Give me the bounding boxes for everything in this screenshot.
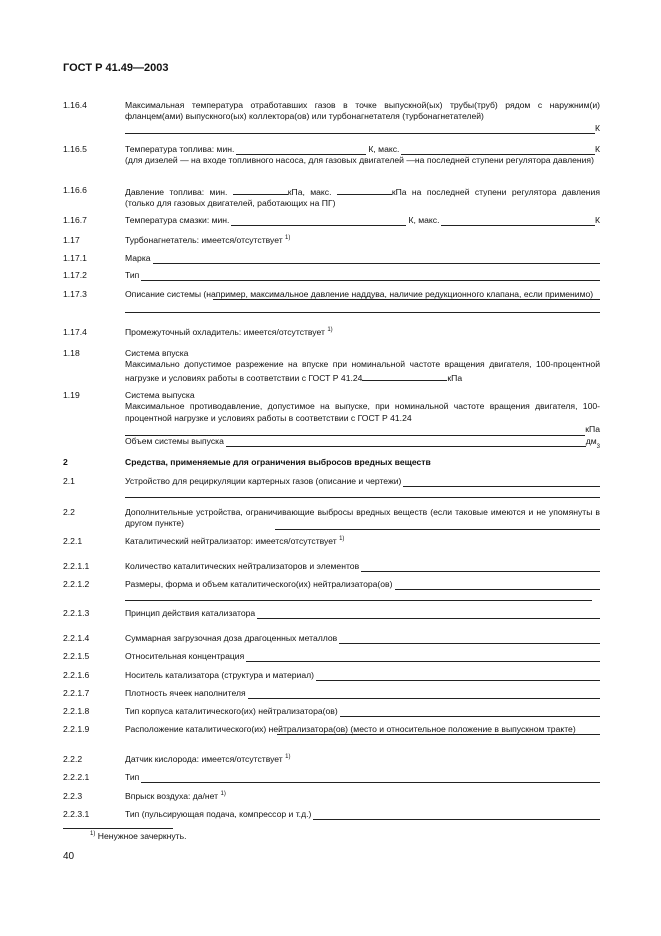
item-1-16-6: 1.16.6 Давление топлива: мин. кПа, макс. кПа на последней ступени регулятора давления (только для газовых двигателей, работающих на ПГ)	[63, 185, 600, 209]
item-2-2-1: 2.2.1 Каталитический нейтрализатор: имеется/отсутствует $^{1)}$	[63, 536, 345, 546]
item-2-2-1-4: 2.2.1.4 Суммарная загрузочная доза драгоценных металлов	[63, 633, 600, 644]
item-2-2-1-6: 2.2.1.6 Носитель катализатора (структура и материал)	[63, 670, 600, 681]
item-2-2-3-1: 2.2.3.1 Тип (пульсирующая подача, компрессор и т.д.)	[63, 809, 600, 820]
page-number: 40	[63, 851, 75, 862]
item-1-16-5: 1.16.5 Температура топлива: мин. К, макс. К (для дизелей — на входе топливного насоса, для газовых двигателей —на последней ступени регулятора давления)	[63, 144, 600, 166]
item-2-2-1-1: 2.2.1.1 Количество каталитических нейтрализаторов и элементов	[63, 561, 600, 572]
item-1-19: 1.19 Система выпуска Максимальное противодавление, допустимое на выпуске, при номинальной частоте вращения двигателя, 100-процентной нагрузке и условиях работы в соответствии с ГОСТ Р 41.24 кПа Объем системы выпуска дм 3	[63, 390, 600, 451]
item-1-17: 1.17 Турбонагнетатель: имеется/отсутствует $^{1)}$	[63, 235, 291, 245]
item-text: Максимальная температура отработавших газов в точке выпускной(ых) трубы(труб) рядом с наружним(и) фланцем(ами) выпускного(ых) коллектора(ов) или турбонагнетателя (турбонагнетателей)	[125, 100, 600, 122]
item-2-2-3: 2.2.3 Впрыск воздуха: да/нет $^{1)}$	[63, 791, 226, 801]
item-1-18: 1.18 Система впуска Максимально допустимое разрежение на впуске при номинальной частоте вращения двигателя, 100-процентной нагрузке и условиях работы в соответствии с ГОСТ Р 41.24 кПа	[63, 348, 600, 383]
item-2-2-1-9: 2.2.1.9 Расположение каталитического(их) нейтрализатора(ов) (место и относительное положение в выпускном тракте)	[63, 724, 600, 735]
item-1-16-7: 1.16.7 Температура смазки: мин. К, макс. К	[63, 215, 600, 225]
item-1-17-1: 1.17.1 Марка	[63, 253, 600, 264]
section-2-heading: 2 Средства, применяемые для ограничения выбросов вредных веществ	[63, 457, 431, 467]
item-2-2-1-2: 2.2.1.2 Размеры, форма и объем каталитического(их) нейтрализатора(ов)	[63, 579, 600, 601]
footnote-separator	[63, 828, 173, 829]
item-2-1: 2.1 Устройство для рециркуляции картерных газов (описание и чертежи)	[63, 476, 600, 498]
item-1-16-4: 1.16.4 Максимальная температура отработавших газов в точке выпускной(ых) трубы(труб) рядом с наружним(и) фланцем(ами) выпускного(ых) коллектора(ов) или турбонагнетателя (турбонагнетателей) К	[63, 100, 600, 133]
item-1-17-4: 1.17.4 Промежуточный охладитель: имеется/отсутствует $^{1)}$	[63, 327, 333, 337]
item-2-2: 2.2 Дополнительные устройства, ограничивающие выбросы вредных веществ (если таковые имеются и не упомянуты в другом пункте)	[63, 507, 600, 529]
item-1-17-3: 1.17.3 Описание системы (например, максимальное давление наддува, наличие редукционного клапана, если применимо)	[63, 289, 600, 313]
item-1-17-2: 1.17.2 Тип	[63, 270, 600, 281]
item-2-2-1-3: 2.2.1.3 Принцип действия катализатора	[63, 608, 600, 619]
item-2-2-2-1: 2.2.2.1 Тип	[63, 772, 600, 783]
document-header: ГОСТ Р 41.49—2003	[63, 62, 169, 74]
item-2-2-1-5: 2.2.1.5 Относительная концентрация	[63, 651, 600, 662]
item-2-2-1-7: 2.2.1.7 Плотность ячеек наполнителя	[63, 688, 600, 699]
item-2-2-2: 2.2.2 Датчик кислорода: имеется/отсутствует $^{1)}$	[63, 754, 291, 764]
footnote: $^{1)}$ Ненужное зачеркнуть.	[90, 831, 187, 841]
item-2-2-1-8: 2.2.1.8 Тип корпуса каталитического(их) нейтрализатора(ов)	[63, 706, 600, 717]
